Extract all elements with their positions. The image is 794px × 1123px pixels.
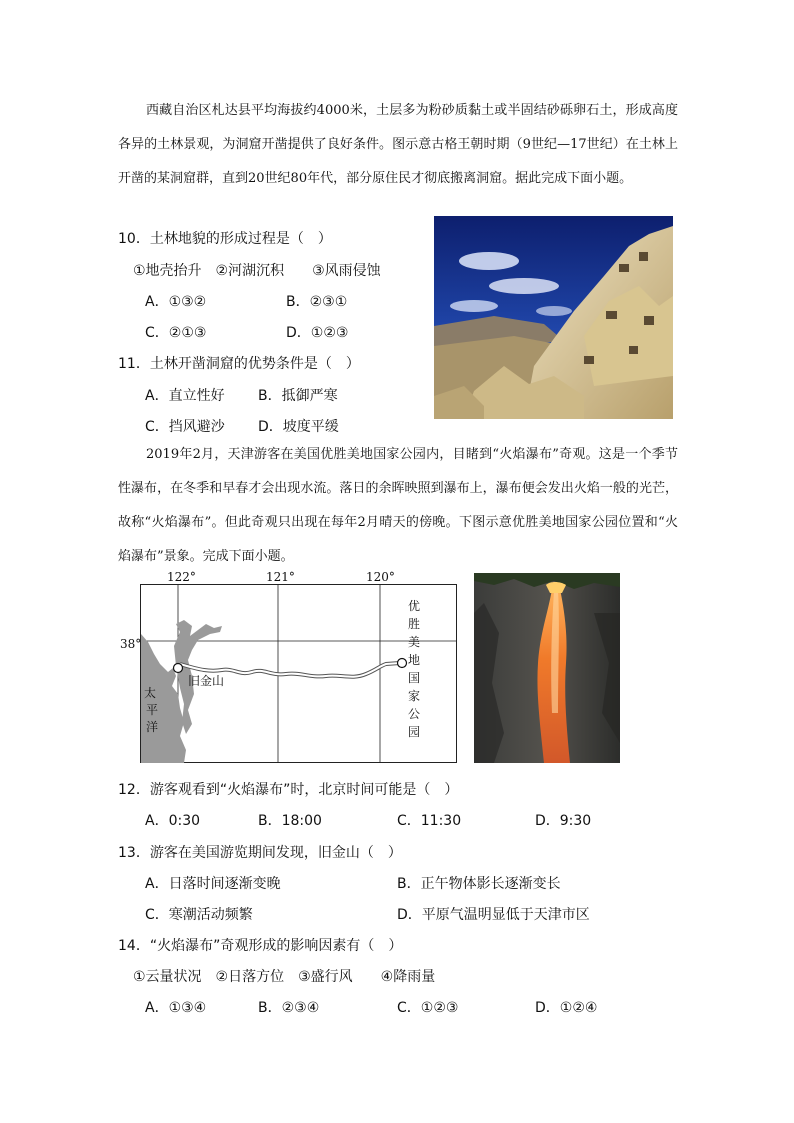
map-ocean-char-1: 太 [144,686,157,700]
question-12-option-b[interactable]: B．18:00 [258,813,322,829]
question-13-stem: 13．游客在美国游览期间发现，旧金山（ ） [118,845,402,861]
map-lon-120-label: 120° [366,570,395,584]
question-11-stem: 11．土林开凿洞窟的优势条件是（ ） [118,356,360,372]
passage-1: 西藏自治区札达县平均海拔约4000米，土层多为粉砂质黏土或半固结砂砾卵石土，形成高度各异的土林景观，为洞窟开凿提供了良好条件。图示意古格王朝时期（9世纪—17世纪）在土林上开凿的某洞窟群，直到20世纪80年代，部分原住民才彻底搬离洞窟。据此完成下面小题。 [118,103,678,186]
yosemite-location-map [140,584,460,770]
question-13-option-d[interactable]: D．平原气温明显低于天津市区 [397,907,590,923]
question-10-stem: 10．土林地貌的形成过程是（ ） [118,231,332,247]
map-park-char-4: 地 [408,653,421,667]
question-11-option-c[interactable]: C．挡风避沙 [145,419,225,435]
question-14-option-a[interactable]: A．①③④ [145,1000,207,1016]
map-park-char-1: 优 [408,599,421,613]
question-13-option-b[interactable]: B．正午物体影长逐渐变长 [397,876,561,892]
passage-2: 2019年2月，天津游客在美国优胜美地国家公园内，目睹到“火焰瀑布”奇观。这是一个季节性瀑布，在冬季和早春才会出现水流。落日的余晖映照到瀑布上，瀑布便会发出火焰一般的光芒，故称“火焰瀑布”。但此奇观只出现在每年2月晴天的傍晚。下图示意优胜美地国家公园位置和“火焰瀑布”景象。完成下面小题。 [118,447,678,564]
question-11-option-b[interactable]: B．抵御严寒 [258,388,338,404]
map-ocean-char-3: 洋 [146,720,159,734]
question-10-option-d[interactable]: D．①②③ [286,325,349,341]
map-park-char-7: 公 [408,707,421,721]
map-park-char-6: 家 [408,689,421,703]
question-13-option-a[interactable]: A．日落时间逐渐变晚 [145,876,281,892]
question-11-option-a[interactable]: A．直立性好 [145,388,225,404]
question-12-option-c[interactable]: C．11:30 [397,813,462,829]
question-11-option-d[interactable]: D．坡度平缓 [258,419,339,435]
map-park-char-5: 国 [408,671,421,685]
map-park-char-2: 胜 [408,617,421,631]
question-12-stem: 12．游客观看到“火焰瀑布”时，北京时间可能是（ ） [118,782,459,798]
question-14-stem: 14．“火焰瀑布”奇观形成的影响因素有（ ） [118,938,403,954]
map-park-char-3: 美 [408,635,421,649]
map-ocean-char-2: 平 [146,703,159,717]
question-12-option-d[interactable]: D．9:30 [535,813,592,829]
map-lon-121-label: 121° [266,570,295,584]
question-14-option-d[interactable]: D．①②④ [535,1000,598,1016]
question-10-option-b[interactable]: B．②③① [286,294,348,310]
firefall-photo [474,573,620,763]
map-lat-38: 38° [120,637,142,651]
map-lon-122-label: 122° [167,570,196,584]
earth-forest-cave-photo [434,216,673,419]
question-13-option-c[interactable]: C．寒潮活动频繁 [145,907,253,923]
question-14-option-c[interactable]: C．①②③ [397,1000,459,1016]
question-10-items: ①地壳抬升 ②河湖沉积 ③风雨侵蚀 [133,263,381,279]
question-10-option-c[interactable]: C．②①③ [145,325,207,341]
map-city-label: 旧金山 [188,674,225,688]
question-14-items: ①云量状况 ②日落方位 ③盛行风 ④降雨量 [133,969,436,985]
map-park-char-8: 园 [408,725,421,739]
question-14-option-b[interactable]: B．②③④ [258,1000,320,1016]
question-12-option-a[interactable]: A．0:30 [145,813,201,829]
question-10-option-a[interactable]: A．①③② [145,294,207,310]
